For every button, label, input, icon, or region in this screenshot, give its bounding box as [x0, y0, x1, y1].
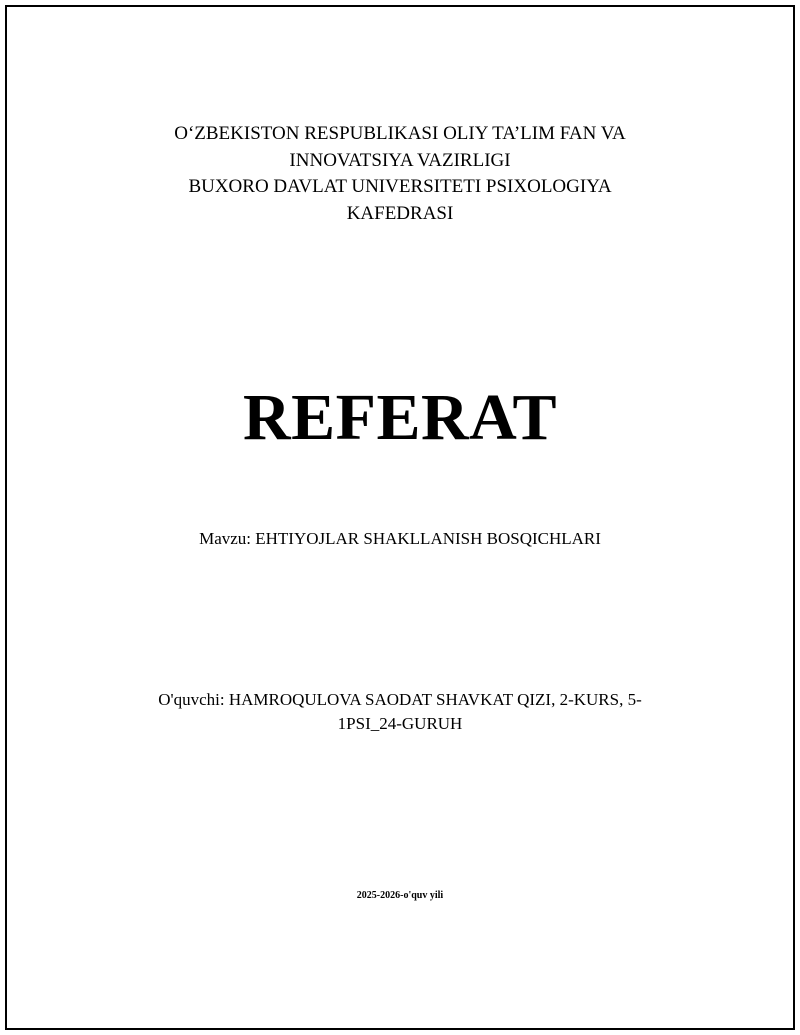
ministry-header-line-2: INNOVATSIYA VAZIRLIGI: [289, 149, 511, 171]
topic-line: Mavzu: EHTIYOJLAR SHAKLLANISH BOSQICHLARI: [199, 529, 601, 548]
ministry-header-line-3: BUXORO DAVLAT UNIVERSITETI PSIXOLOGIYA: [188, 176, 612, 197]
academic-year: 2025-2026-o'quv yili: [356, 890, 444, 901]
document-title: REFERAT: [243, 381, 557, 454]
student-info-line-2: 1PSI_24-GURUH: [337, 714, 463, 733]
student-info-line-1: O'quvchi: HAMROQULOVA SAODAT SHAVKAT QIZI, 2-KURS, 5-: [158, 690, 642, 709]
ministry-header-line-4: KAFEDRASI: [346, 202, 454, 224]
student-info: [0, 688, 800, 736]
ministry-header-line-1: O‘ZBEKISTON RESPUBLIKASI OLIY TA’LIM FAN VA: [174, 123, 626, 144]
ministry-header: [0, 121, 800, 227]
